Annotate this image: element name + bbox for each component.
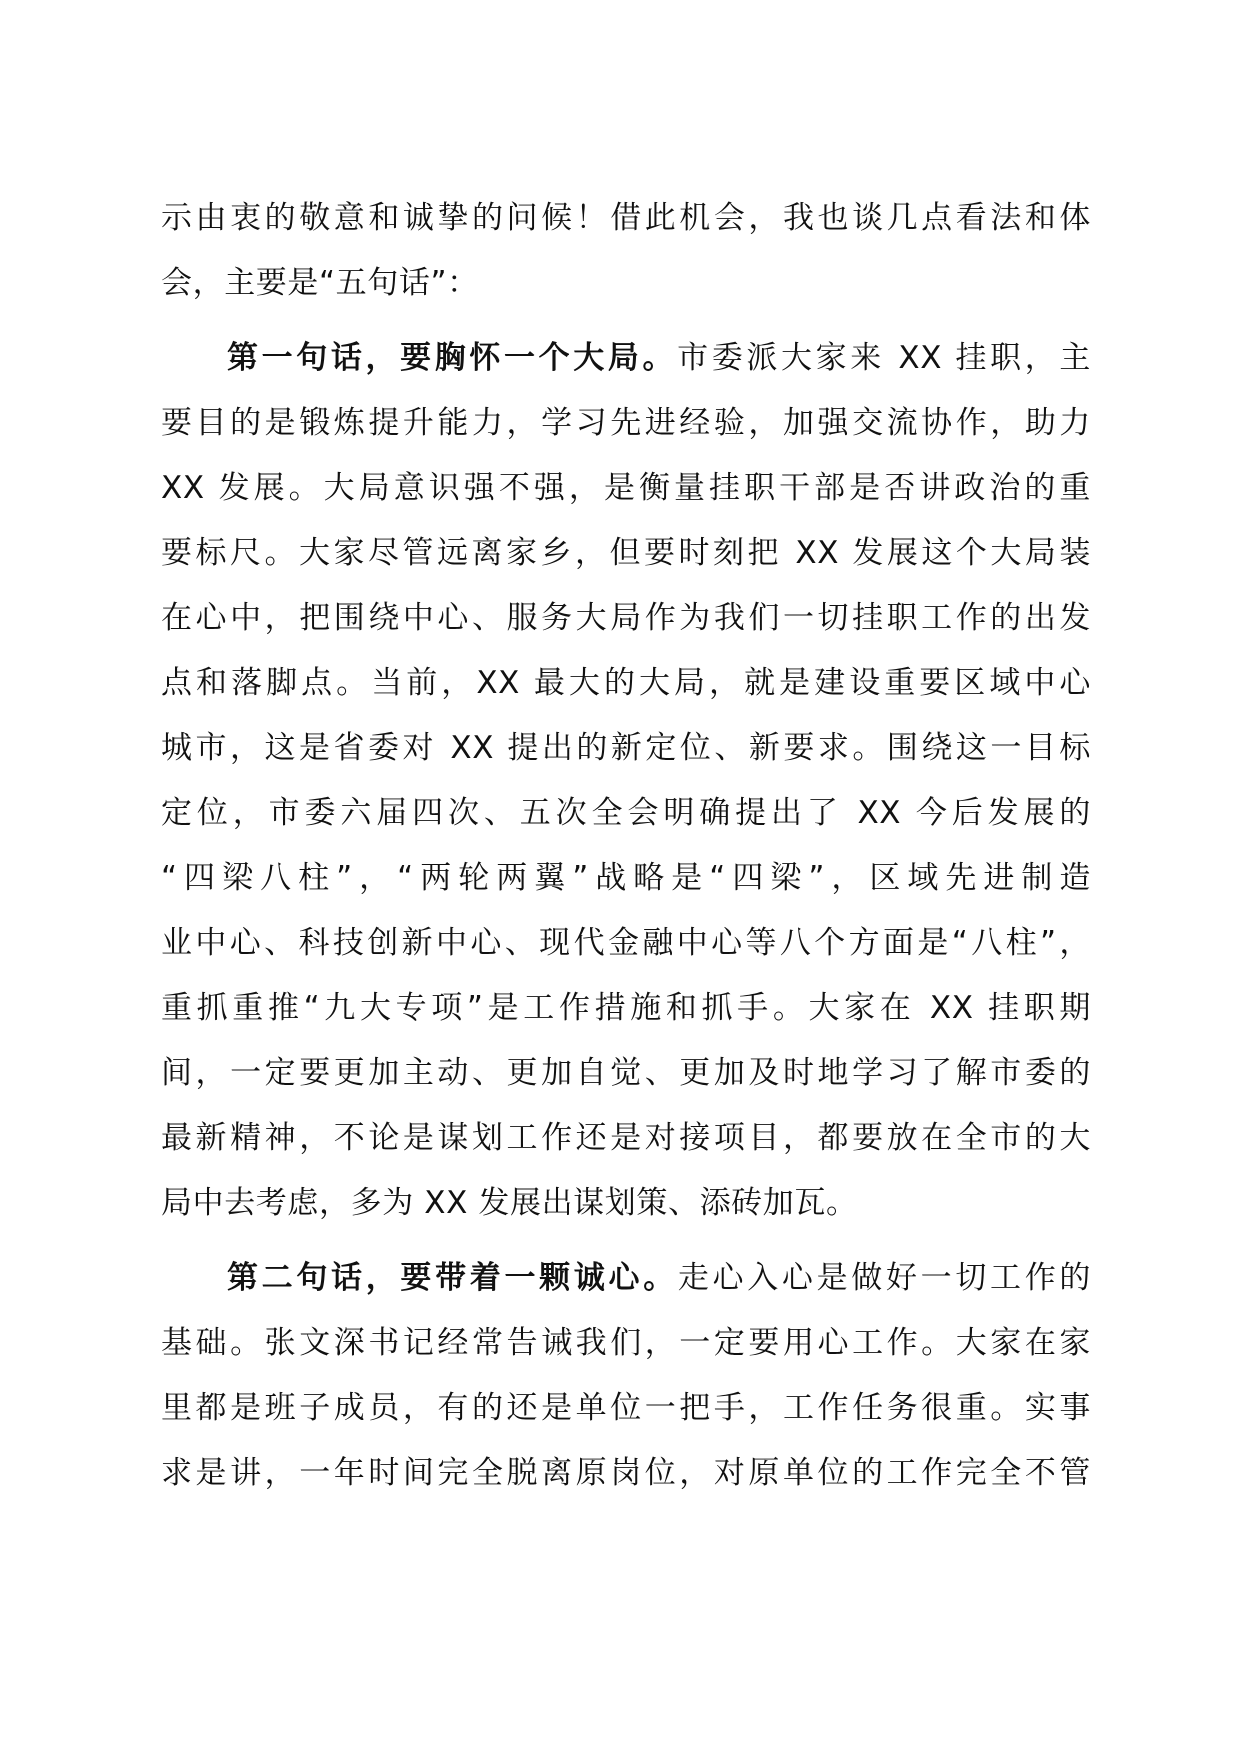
text-fragment: 走心入心是做好一切工作的	[677, 1260, 1091, 1296]
text-line: 重抓重推“九大专项”是工作措施和抓手。大家在 XX 挂职期	[161, 990, 1091, 1026]
text-line: 最新精神，不论是谋划工作还是对接项目，都要放在全市的大	[161, 1120, 1091, 1156]
text-line: 求是讲，一年时间完全脱离原岗位，对原单位的工作完全不管	[161, 1455, 1091, 1491]
text-line: 示由衷的敬意和诚挚的问候！借此机会，我也谈几点看法和体	[161, 200, 1091, 236]
paragraph-spacer	[161, 1236, 1091, 1246]
text-line: 在心中，把围绕中心、服务大局作为我们一切挂职工作的出发	[161, 600, 1091, 636]
text-line-lead	[161, 326, 1091, 391]
text-line: 局中去考虑，多为 XX 发展出谋划策、添砖加瓦。	[161, 1185, 858, 1221]
paragraph-first-point	[161, 326, 1091, 1236]
document-body	[161, 186, 1091, 1506]
text-line: 定位，市委六届四次、五次全会明确提出了 XX 今后发展的	[161, 795, 1091, 831]
text-line-lead	[161, 1246, 1091, 1311]
paragraph-heading-first: 第一句话，要胸怀一个大局。	[227, 340, 678, 376]
text-line: XX 发展。大局意识强不强，是衡量挂职干部是否讲政治的重	[161, 470, 1091, 506]
text-line: 基础。张文深书记经常告诫我们，一定要用心工作。大家在家	[161, 1325, 1091, 1361]
paragraph-spacer	[161, 316, 1091, 326]
text-line: 要目的是锻炼提升能力，学习先进经验，加强交流协作，助力	[161, 405, 1091, 441]
text-line: 业中心、科技创新中心、现代金融中心等八个方面是“八柱”，	[161, 925, 1091, 961]
text-fragment: 市委派大家来 XX 挂职，主	[677, 340, 1091, 376]
text-line: 里都是班子成员，有的还是单位一把手，工作任务很重。实事	[161, 1390, 1091, 1426]
paragraph-intro-continuation	[161, 186, 1091, 316]
text-line: 城市，这是省委对 XX 提出的新定位、新要求。围绕这一目标	[161, 730, 1091, 766]
text-line: 要标尺。大家尽管远离家乡，但要时刻把 XX 发展这个大局装	[161, 535, 1091, 571]
text-line: “四梁八柱”，“两轮两翼”战略是“四梁”，区域先进制造	[161, 860, 1091, 896]
text-line: 点和落脚点。当前，XX 最大的大局，就是建设重要区域中心	[161, 665, 1091, 701]
text-line: 会，主要是“五句话”：	[161, 265, 479, 301]
paragraph-second-point	[161, 1246, 1091, 1506]
text-line: 间，一定要更加主动、更加自觉、更加及时地学习了解市委的	[161, 1055, 1091, 1091]
paragraph-heading-second: 第二句话，要带着一颗诚心。	[227, 1260, 678, 1296]
